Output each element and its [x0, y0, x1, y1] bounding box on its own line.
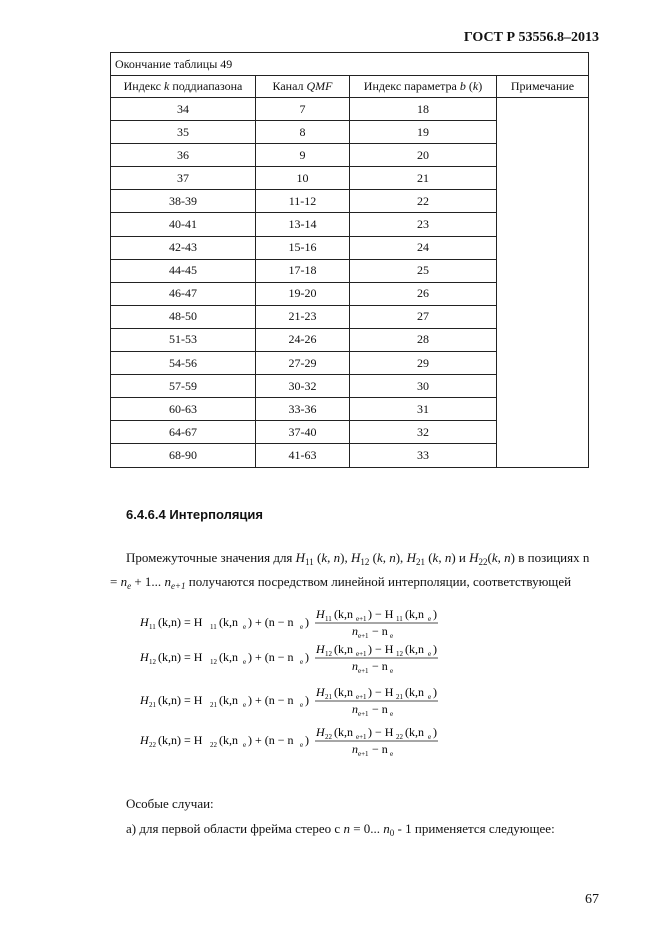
- cell-subband-index: 48-50: [111, 305, 256, 328]
- cell-subband-index: 57-59: [111, 375, 256, 398]
- formula-h21: [140, 685, 438, 718]
- cell-parameter-index: 20: [350, 144, 497, 167]
- svg-text:12: 12: [325, 650, 332, 658]
- svg-text:): ): [433, 725, 437, 739]
- cell-subband-index: 60-63: [111, 398, 256, 421]
- cell-parameter-index: 27: [350, 305, 497, 328]
- svg-text:) − H: ) − H: [368, 725, 394, 739]
- cell-parameter-index: 31: [350, 398, 497, 421]
- special-case-a: а) для первой области фрейма стерео с n = 0... $n_0 - 1$ применяется следующее:: [126, 821, 555, 838]
- svg-text:H: H: [140, 733, 149, 747]
- svg-text:H: H: [316, 685, 325, 699]
- cell-qmf-channel: 10: [256, 167, 350, 190]
- cell-qmf-channel: 24-26: [256, 328, 350, 351]
- cell-subband-index: 44-45: [111, 259, 256, 282]
- svg-text:): ): [433, 685, 437, 699]
- svg-text:12: 12: [396, 650, 403, 658]
- cell-subband-index: 46-47: [111, 282, 256, 305]
- cell-qmf-channel: 13-14: [256, 213, 350, 236]
- svg-text:21: 21: [149, 701, 156, 709]
- cell-subband-index: 51-53: [111, 328, 256, 351]
- svg-text:e: e: [428, 733, 432, 741]
- svg-text:n: n: [352, 659, 358, 673]
- svg-text:H: H: [140, 650, 149, 664]
- cell-qmf-channel: 33-36: [256, 398, 350, 421]
- svg-text:11: 11: [210, 623, 217, 631]
- svg-text:e: e: [243, 701, 247, 709]
- svg-text:(k,n: (k,n: [219, 733, 238, 747]
- cell-subband-index: 40-41: [111, 213, 256, 236]
- svg-text:e: e: [243, 741, 247, 749]
- cell-note: [497, 98, 589, 468]
- svg-text:) + (n − n: ) + (n − n: [248, 650, 294, 664]
- table-row: [111, 98, 589, 121]
- cell-qmf-channel: 30-32: [256, 375, 350, 398]
- cell-subband-index: 35: [111, 121, 256, 144]
- svg-text:H: H: [316, 725, 325, 739]
- svg-text:e: e: [300, 741, 304, 749]
- svg-text:) − H: ) − H: [368, 607, 394, 621]
- svg-text:(k,n) = H: (k,n) = H: [158, 650, 203, 664]
- formula-h22: [140, 725, 438, 758]
- header-parameter-index: Индекс параметра b (k): [350, 76, 497, 98]
- svg-text:H: H: [140, 615, 149, 629]
- cell-subband-index: 54-56: [111, 352, 256, 375]
- svg-text:): ): [305, 733, 309, 747]
- svg-text:e+1: e+1: [358, 750, 369, 758]
- cell-subband-index: 42-43: [111, 236, 256, 259]
- svg-text:11: 11: [149, 623, 156, 631]
- cell-subband-index: 64-67: [111, 421, 256, 444]
- svg-text:(k,n: (k,n: [219, 650, 238, 664]
- cell-parameter-index: 26: [350, 282, 497, 305]
- header-subband-index: Индекс k поддиапазона: [111, 76, 256, 98]
- cell-parameter-index: 30: [350, 375, 497, 398]
- svg-text:21: 21: [325, 693, 332, 701]
- svg-text:) + (n − n: ) + (n − n: [248, 615, 294, 629]
- cell-parameter-index: 33: [350, 444, 497, 467]
- header-note: Примечание: [497, 76, 589, 98]
- cell-qmf-channel: 7: [256, 98, 350, 121]
- cell-parameter-index: 29: [350, 352, 497, 375]
- cell-parameter-index: 18: [350, 98, 497, 121]
- svg-text:e+1: e+1: [356, 650, 367, 658]
- svg-text:(k,n) = H: (k,n) = H: [158, 615, 203, 629]
- cell-parameter-index: 19: [350, 121, 497, 144]
- svg-text:e: e: [300, 701, 304, 709]
- cell-qmf-channel: 9: [256, 144, 350, 167]
- header-qmf-channel: Канал QMF: [256, 76, 350, 98]
- svg-text:11: 11: [325, 615, 332, 623]
- svg-text:(k,n: (k,n: [219, 693, 238, 707]
- cell-qmf-channel: 8: [256, 121, 350, 144]
- svg-text:) + (n − n: ) + (n − n: [248, 693, 294, 707]
- cell-qmf-channel: 15-16: [256, 236, 350, 259]
- svg-text:e+1: e+1: [358, 710, 369, 718]
- svg-text:) − H: ) − H: [368, 685, 394, 699]
- paragraph-line-2: = $n_e + 1$... $n_{e+1}$ получаются посредством линейной интерполяции, соответствующей: [110, 574, 572, 591]
- page-number: 67: [585, 892, 599, 907]
- svg-text:e: e: [428, 650, 432, 658]
- svg-text:(k,n: (k,n: [405, 607, 424, 621]
- svg-text:12: 12: [149, 658, 156, 666]
- svg-text:12: 12: [210, 658, 217, 666]
- svg-text:22: 22: [149, 741, 156, 749]
- formula-h11: [140, 607, 438, 640]
- cell-qmf-channel: 27-29: [256, 352, 350, 375]
- cell-subband-index: 36: [111, 144, 256, 167]
- svg-text:e: e: [428, 615, 432, 623]
- svg-text:n: n: [352, 742, 358, 756]
- svg-text:(k,n: (k,n: [405, 642, 424, 656]
- paragraph-line-1: Промежуточные значения для $H_{11}$ (k, n), $H_{12}$ (k, n), $H_{21}$ (k, n) и $H_{22}(k$, n) в позициях n: [126, 550, 590, 567]
- cell-parameter-index: 25: [350, 259, 497, 282]
- svg-text:) − H: ) − H: [368, 642, 394, 656]
- svg-text:− n: − n: [372, 624, 388, 638]
- svg-text:n: n: [352, 702, 358, 716]
- special-cases-title: Особые случаи:: [126, 796, 214, 811]
- svg-text:): ): [433, 642, 437, 656]
- cell-qmf-channel: 41-63: [256, 444, 350, 467]
- svg-text:− n: − n: [372, 702, 388, 716]
- svg-text:e: e: [390, 750, 394, 758]
- svg-text:e: e: [300, 623, 304, 631]
- svg-text:e: e: [390, 667, 394, 675]
- svg-text:H: H: [140, 693, 149, 707]
- interpolation-formulas: [140, 598, 440, 763]
- svg-text:(k,n: (k,n: [405, 725, 424, 739]
- svg-text:H: H: [316, 642, 325, 656]
- svg-text:): ): [305, 615, 309, 629]
- svg-text:21: 21: [396, 693, 403, 701]
- cell-qmf-channel: 11-12: [256, 190, 350, 213]
- table-49-continuation: [110, 52, 589, 468]
- svg-text:): ): [305, 650, 309, 664]
- svg-text:22: 22: [210, 741, 217, 749]
- svg-text:21: 21: [210, 701, 217, 709]
- cell-subband-index: 68-90: [111, 444, 256, 467]
- svg-text:n: n: [352, 624, 358, 638]
- svg-text:H: H: [316, 607, 325, 621]
- svg-text:e: e: [243, 658, 247, 666]
- svg-text:(k,n) = H: (k,n) = H: [158, 693, 203, 707]
- svg-text:e+1: e+1: [356, 693, 367, 701]
- svg-text:− n: − n: [372, 742, 388, 756]
- svg-text:22: 22: [325, 733, 332, 741]
- svg-text:e+1: e+1: [358, 632, 369, 640]
- svg-text:(k,n) = H: (k,n) = H: [158, 733, 203, 747]
- svg-text:): ): [305, 693, 309, 707]
- svg-text:e: e: [428, 693, 432, 701]
- svg-text:22: 22: [396, 733, 403, 741]
- svg-text:11: 11: [396, 615, 403, 623]
- svg-text:(k,n: (k,n: [334, 607, 353, 621]
- svg-text:e: e: [390, 710, 394, 718]
- cell-parameter-index: 24: [350, 236, 497, 259]
- svg-text:e+1: e+1: [356, 615, 367, 623]
- cell-subband-index: 37: [111, 167, 256, 190]
- formula-h12: [140, 642, 438, 675]
- cell-qmf-channel: 21-23: [256, 305, 350, 328]
- document-header: ГОСТ Р 53556.8–2013: [463, 30, 599, 45]
- cell-parameter-index: 32: [350, 421, 497, 444]
- section-title: 6.4.6.4 Интерполяция: [126, 507, 263, 522]
- svg-text:(k,n: (k,n: [219, 615, 238, 629]
- cell-subband-index: 38-39: [111, 190, 256, 213]
- svg-text:e: e: [243, 623, 247, 631]
- cell-parameter-index: 28: [350, 328, 497, 351]
- cell-subband-index: 34: [111, 98, 256, 121]
- svg-text:) + (n − n: ) + (n − n: [248, 733, 294, 747]
- svg-text:e: e: [390, 632, 394, 640]
- cell-qmf-channel: 37-40: [256, 421, 350, 444]
- svg-text:− n: − n: [372, 659, 388, 673]
- svg-text:): ): [433, 607, 437, 621]
- cell-qmf-channel: 19-20: [256, 282, 350, 305]
- svg-text:(k,n: (k,n: [334, 642, 353, 656]
- svg-text:e+1: e+1: [356, 733, 367, 741]
- cell-parameter-index: 22: [350, 190, 497, 213]
- cell-parameter-index: 23: [350, 213, 497, 236]
- cell-parameter-index: 21: [350, 167, 497, 190]
- svg-text:(k,n: (k,n: [405, 685, 424, 699]
- svg-text:(k,n: (k,n: [334, 725, 353, 739]
- svg-text:e+1: e+1: [358, 667, 369, 675]
- svg-text:e: e: [300, 658, 304, 666]
- cell-qmf-channel: 17-18: [256, 259, 350, 282]
- svg-text:(k,n: (k,n: [334, 685, 353, 699]
- table-caption: Окончание таблицы 49: [111, 53, 589, 76]
